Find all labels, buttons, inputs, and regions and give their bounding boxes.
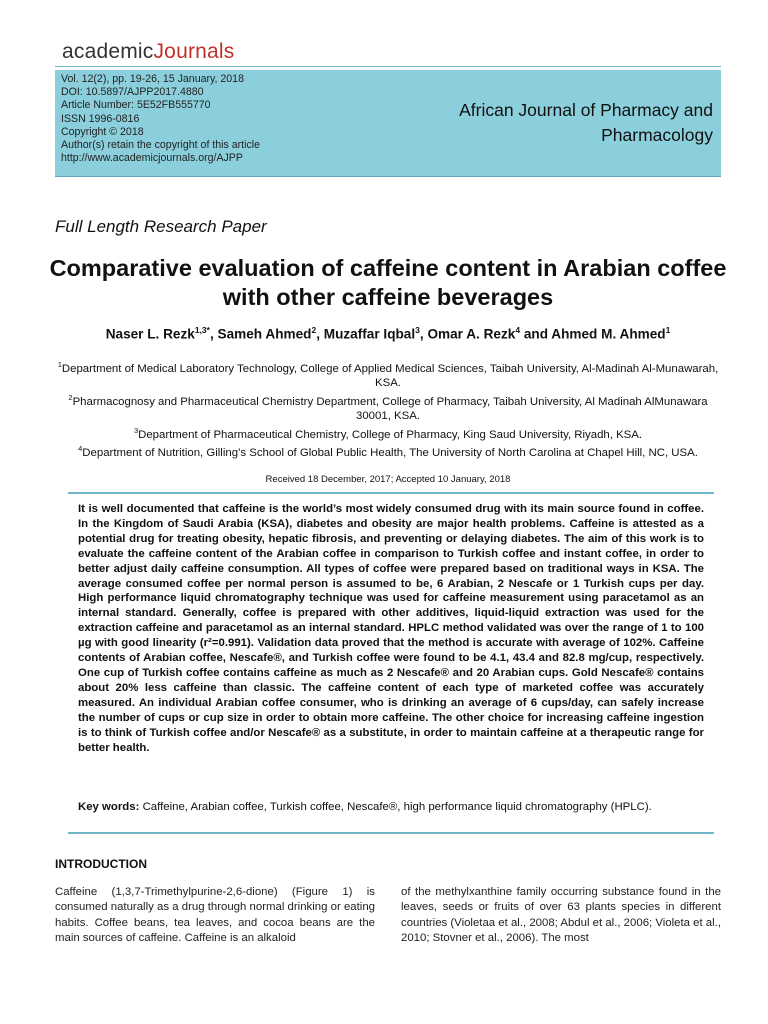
affiliation-item (55, 391, 721, 424)
author-name: Sameh Ahmed (217, 326, 312, 342)
author-name: Muzaffar Iqbal (323, 326, 416, 342)
author-separator: , (419, 326, 428, 342)
meta-copyright: Copyright © 2018 (61, 125, 144, 138)
author-separator: , (209, 326, 218, 342)
author-affiliation-mark: 4 (515, 325, 521, 335)
paper-type: Full Length Research Paper (55, 217, 267, 236)
author-affiliation-mark: 3 (415, 325, 420, 335)
intro-column-left: Caffeine (1,3,7-Trimethylpurine-2,6-dione) (Figure 1) is consumed naturally as a drug through normal drinking or eating habits. Coffee beans, tea leaves, and cocoa beans are the main sources of caffeine. Caffeine is an alkaloid (55, 886, 375, 944)
journal-name-line1: African Journal of Pharmacy and (459, 100, 713, 120)
header-rule (55, 66, 721, 67)
keywords (78, 800, 704, 814)
affiliation-number: 3 (133, 425, 139, 435)
affiliation-item (55, 442, 721, 460)
affiliation-text: Pharmacognosy and Pharmaceutical Chemistry Department, College of Pharmacy, Taibah University, Al Madinah AlMunawara 30001, KSA. (72, 395, 708, 423)
affiliation-text: Department of Pharmaceutical Chemistry, College of Pharmacy, King Saud University, Riyadh, KSA. (138, 428, 643, 441)
author-separator: and (520, 326, 552, 342)
journal-name (413, 98, 713, 148)
author-list (40, 325, 736, 342)
received-dates: Received 18 December, 2017; Accepted 10 January, 2018 (265, 474, 511, 485)
abstract-box (68, 492, 714, 834)
meta-issn: ISSN 1996-0816 (61, 112, 140, 125)
journal-name-line2: Pharmacology (601, 125, 713, 145)
logo-part-academic: academic (62, 40, 154, 63)
intro-column-right: of the methylxanthine family occurring substance found in the leaves, seeds or fruits of over 63 plants species in different countries (Violetaa et al., 2008; Abdul et al., 2006; Violeta et al., 2010; Stovner et al., 2006). The most (401, 886, 721, 944)
article-info-box (55, 70, 721, 177)
author-affiliation-mark: 2 (311, 325, 317, 335)
logo-part-journals: Journals (153, 40, 235, 63)
meta-rights: Author(s) retain the copyright of this article (61, 139, 261, 152)
affiliation-item (55, 424, 721, 442)
affiliation-text: Department of Medical Laboratory Technology, College of Applied Medical Sciences, Taibah University, Al-Madinah Al-Munawarah, KSA. (61, 362, 719, 390)
meta-volume: Vol. 12(2), pp. 19-26, 15 January, 2018 (61, 73, 244, 85)
affiliation-number: 2 (68, 392, 73, 402)
author-name: Omar A. Rezk (427, 326, 516, 342)
paper-title: Comparative evaluation of caffeine content in Arabian coffee with other caffeine beverages (49, 255, 727, 310)
keywords-label: Key words: (78, 801, 140, 813)
affiliations (55, 358, 721, 461)
abstract-text: It is well documented that caffeine is the world’s most widely consumed drug with its main source found in coffee. In the Kingdom of Saudi Arabia (KSA), diabetes and obesity are major health problems. Caffeine is attested as a potential drug for treating obesity, hepatic fibrosis, and preventing or delaying diabetes. The aim of this work is to evaluate the caffeine content of the Arabian coffee in comparison to Turkish coffee and instant coffee, in order to better adjust daily caffeine consumption. All types of coffee were prepared based on traditional ways in KSA. The average consumed coffee per normal person is assumed to be, 6 Arabian, 2 Nescafe or 1 Turkish cups per day. High performance liquid chromatography technique was used for caffeine measurement using paracetamol as an internal standard. Generally, coffee is prepared with other additives, liquid-liquid extraction was used for the extraction caffeine and paracetamol as an internal standard. HPLC method validated was over the range of 1 to 100 µg with good linearity (r²=0.991). Validation data proved that the method is accurate with average of 102%. Caffeine contents of Arabian coffee, Nescafe®, and Turkish coffee were found to be 4.1, 43.4 and 82.8 mg/cup, respectively. One cup of Turkish coffee contains caffeine as much as 2 Nescafe® and 20 Arabian cups. Gold Nescafe® contains about 20% less caffeine than classic. The caffeine content of each type of marketed coffee was accurately measured. An individual Arabian coffee consumer, who is drinking an average of 6 cups/day, can safely increase the number of cups or cup size in order to obtain more caffeine. The other choice for increasing caffeine ingestion is to think of Turkish coffee and/or Nescafe® as a substitute, in order to maintain caffeine at a therapeutic range for better health. (78, 503, 704, 754)
affiliation-number: 4 (78, 444, 83, 454)
article-metadata (61, 73, 260, 165)
author-name: Ahmed M. Ahmed (551, 326, 666, 342)
affiliation-text: Department of Nutrition, Gilling’s School of Global Public Health, The University of North Carolina at Chapel Hill, NC, USA. (82, 447, 698, 460)
author-separator: , (316, 326, 324, 342)
author-affiliation-mark: 1,3* (194, 325, 210, 335)
meta-article-number: Article Number: 5E52FB555770 (61, 99, 211, 112)
meta-doi[interactable]: DOI: 10.5897/AJPP2017.4880 (61, 86, 204, 99)
publisher-logo (62, 40, 234, 64)
keywords-text: Caffeine, Arabian coffee, Turkish coffee, Nescafe®, high performance liquid chromatography (HPLC). (142, 801, 652, 813)
author-name: Naser L. Rezk (105, 326, 195, 342)
affiliation-item (55, 358, 721, 391)
section-heading-introduction: INTRODUCTION (55, 857, 147, 871)
affiliation-number: 1 (57, 360, 62, 369)
author-affiliation-mark: 1 (665, 325, 671, 335)
meta-url-link[interactable]: http://www.academicjournals.org/AJPP (61, 152, 243, 165)
